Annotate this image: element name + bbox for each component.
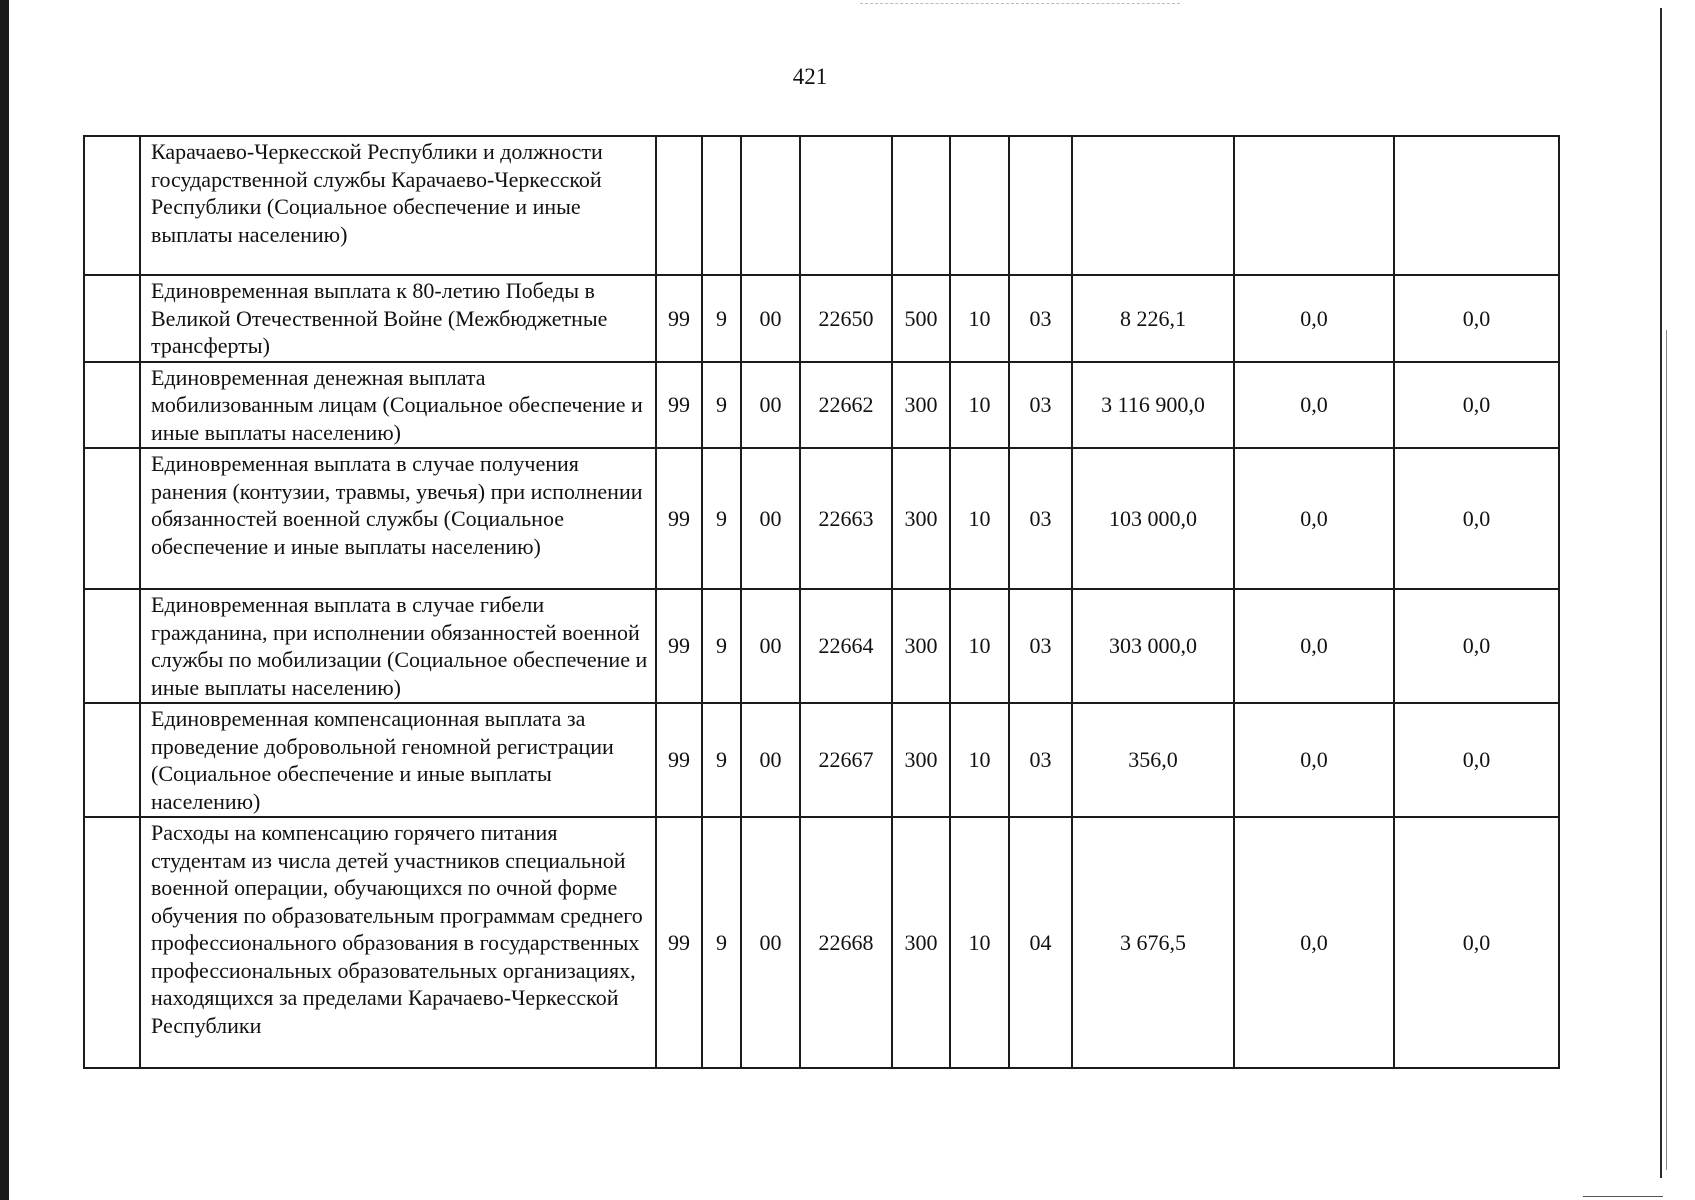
sum-year-1-cell: 356,0 (1072, 703, 1234, 817)
expense-type-cell: 500 (892, 275, 950, 362)
sum-year-1-cell: 8 226,1 (1072, 275, 1234, 362)
sum-year-1-cell: 303 000,0 (1072, 589, 1234, 703)
subsection-cell: 04 (1009, 817, 1072, 1068)
subprogram-code-cell: 9 (702, 362, 741, 449)
description-cell: Единовременная выплата в случае получения ранения (контузии, травмы, увечья) при исполнении обязанностей военной службы (Социальное обеспечение и иные выплаты населению) (140, 448, 656, 589)
budget-table (83, 135, 1560, 1069)
sum-year-2-cell: 0,0 (1234, 703, 1394, 817)
section-cell: 10 (950, 448, 1009, 589)
main-event-code-cell: 00 (741, 362, 800, 449)
subsection-cell: 03 (1009, 362, 1072, 449)
description-cell: Расходы на компенсацию горячего питания студентам из числа детей участников специальной военной операции, обучающихся по очной форме обучения по образовательным программам среднего профессионального образования в государственных профессиональных образовательных организациях, находящихся за пределами Карачаево-Черкесской Республики (140, 817, 656, 1068)
section-cell: 10 (950, 703, 1009, 817)
row-number-cell (84, 589, 140, 703)
main-event-code-cell: 00 (741, 703, 800, 817)
table-row (84, 362, 1559, 449)
program-code-cell: 99 (656, 817, 702, 1068)
sum-year-3-cell (1394, 136, 1559, 275)
sum-year-3-cell: 0,0 (1394, 448, 1559, 589)
expense-type-cell: 300 (892, 817, 950, 1068)
main-event-code-cell (741, 136, 800, 275)
sum-year-2-cell (1234, 136, 1394, 275)
sum-year-3-cell: 0,0 (1394, 589, 1559, 703)
sum-year-3-cell: 0,0 (1394, 275, 1559, 362)
section-cell: 10 (950, 362, 1009, 449)
description-cell: Единовременная компенсационная выплата за проведение добровольной геномной регистрации (Социальное обеспечение и иные выплаты населению) (140, 703, 656, 817)
table-row (84, 703, 1559, 817)
scan-edge-right-inner (1666, 330, 1667, 1170)
row-number-cell (84, 703, 140, 817)
table-row (84, 817, 1559, 1068)
table-row (84, 448, 1559, 589)
program-code-cell: 99 (656, 589, 702, 703)
program-code-cell: 99 (656, 275, 702, 362)
subprogram-code-cell: 9 (702, 275, 741, 362)
sum-year-1-cell (1072, 136, 1234, 275)
description-cell: Единовременная денежная выплата мобилизованным лицам (Социальное обеспечение и иные выплаты населению) (140, 362, 656, 449)
direction-code-cell: 22663 (800, 448, 892, 589)
sum-year-2-cell: 0,0 (1234, 817, 1394, 1068)
row-number-cell (84, 448, 140, 589)
scan-edge-right (1660, 8, 1662, 1178)
description-cell: Единовременная выплата в случае гибели гражданина, при исполнении обязанностей военной службы по мобилизации (Социальное обеспечение и иные выплаты населению) (140, 589, 656, 703)
expense-type-cell: 300 (892, 448, 950, 589)
table-row (84, 589, 1559, 703)
table-row (84, 136, 1559, 275)
subsection-cell: 03 (1009, 275, 1072, 362)
expense-type-cell (892, 136, 950, 275)
subsection-cell: 03 (1009, 448, 1072, 589)
sum-year-1-cell: 103 000,0 (1072, 448, 1234, 589)
scan-edge-left (0, 0, 9, 1200)
row-number-cell (84, 275, 140, 362)
direction-code-cell: 22664 (800, 589, 892, 703)
sum-year-2-cell: 0,0 (1234, 362, 1394, 449)
main-event-code-cell: 00 (741, 589, 800, 703)
sum-year-3-cell: 0,0 (1394, 817, 1559, 1068)
section-cell: 10 (950, 817, 1009, 1068)
sum-year-2-cell: 0,0 (1234, 448, 1394, 589)
subprogram-code-cell: 9 (702, 703, 741, 817)
section-cell (950, 136, 1009, 275)
expense-type-cell: 300 (892, 362, 950, 449)
sum-year-3-cell: 0,0 (1394, 362, 1559, 449)
direction-code-cell: 22668 (800, 817, 892, 1068)
program-code-cell (656, 136, 702, 275)
sum-year-2-cell: 0,0 (1234, 589, 1394, 703)
subprogram-code-cell (702, 136, 741, 275)
direction-code-cell (800, 136, 892, 275)
sum-year-2-cell: 0,0 (1234, 275, 1394, 362)
sum-year-1-cell: 3 116 900,0 (1072, 362, 1234, 449)
row-number-cell (84, 362, 140, 449)
scan-bottom-mark (1583, 1196, 1663, 1197)
direction-code-cell: 22667 (800, 703, 892, 817)
direction-code-cell: 22650 (800, 275, 892, 362)
sum-year-3-cell: 0,0 (1394, 703, 1559, 817)
scan-top-mark (860, 3, 1180, 4)
main-event-code-cell: 00 (741, 817, 800, 1068)
main-event-code-cell: 00 (741, 448, 800, 589)
direction-code-cell: 22662 (800, 362, 892, 449)
expense-type-cell: 300 (892, 589, 950, 703)
table-row (84, 275, 1559, 362)
row-number-cell (84, 817, 140, 1068)
subsection-cell: 03 (1009, 589, 1072, 703)
row-number-cell (84, 136, 140, 275)
description-cell: Единовременная выплата к 80-летию Победы в Великой Отечественной Войне (Межбюджетные трансферты) (140, 275, 656, 362)
sum-year-1-cell: 3 676,5 (1072, 817, 1234, 1068)
page-number: 421 (792, 64, 828, 89)
section-cell: 10 (950, 589, 1009, 703)
subprogram-code-cell: 9 (702, 448, 741, 589)
program-code-cell: 99 (656, 448, 702, 589)
program-code-cell: 99 (656, 362, 702, 449)
section-cell: 10 (950, 275, 1009, 362)
subsection-cell (1009, 136, 1072, 275)
program-code-cell: 99 (656, 703, 702, 817)
subprogram-code-cell: 9 (702, 589, 741, 703)
description-cell: Карачаево-Черкесской Республики и должности государственной службы Карачаево-Черкесской Республики (Социальное обеспечение и иные выплаты населению) (140, 136, 656, 275)
expense-type-cell: 300 (892, 703, 950, 817)
main-event-code-cell: 00 (741, 275, 800, 362)
subprogram-code-cell: 9 (702, 817, 741, 1068)
subsection-cell: 03 (1009, 703, 1072, 817)
